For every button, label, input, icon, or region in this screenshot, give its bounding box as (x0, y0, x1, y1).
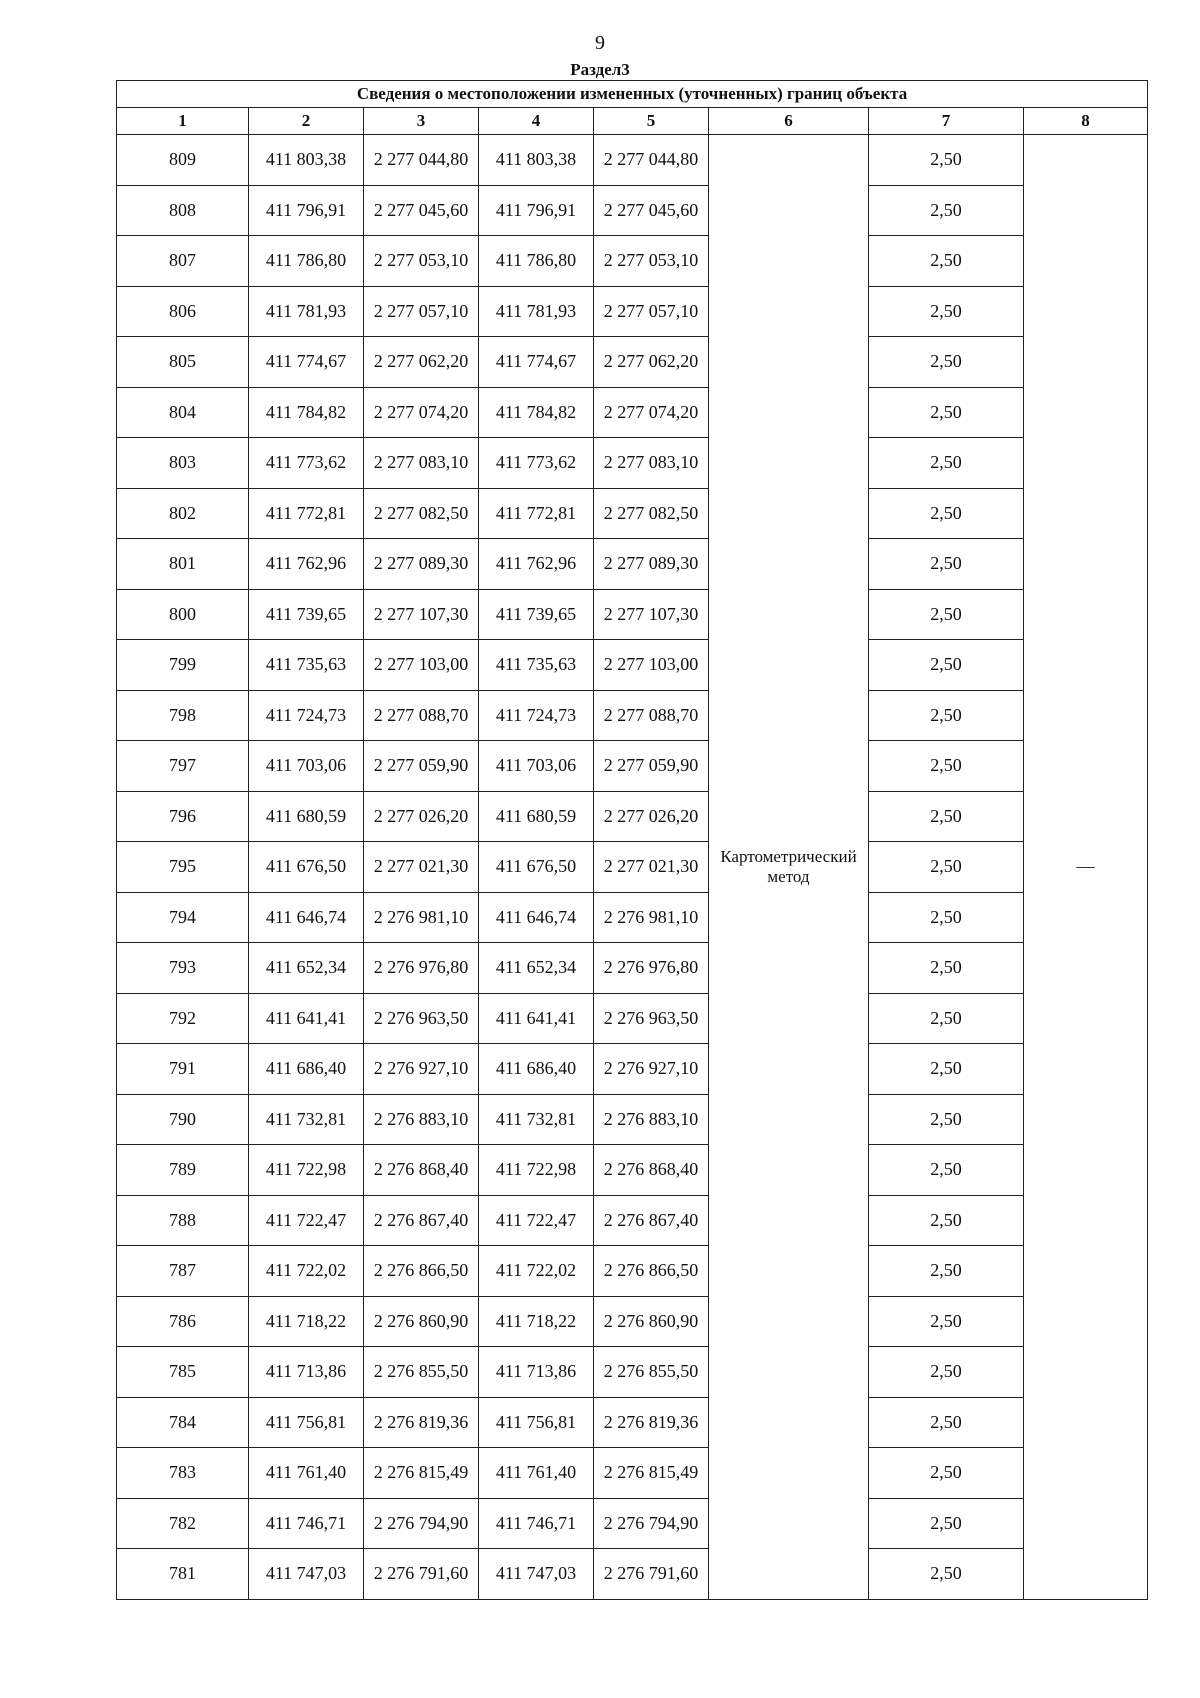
point-number-cell: 791 (117, 1044, 249, 1095)
y-old-cell: 2 276 927,10 (364, 1044, 479, 1095)
y-new-cell: 2 276 866,50 (594, 1246, 709, 1297)
accuracy-cell: 2,50 (869, 1246, 1024, 1297)
x-new-cell: 411 796,91 (479, 185, 594, 236)
accuracy-cell: 2,50 (869, 589, 1024, 640)
y-new-cell: 2 276 883,10 (594, 1094, 709, 1145)
column-number-8: 8 (1024, 108, 1148, 135)
table-row (117, 640, 1148, 691)
point-number-cell: 805 (117, 337, 249, 388)
x-old-cell: 411 703,06 (249, 741, 364, 792)
x-new-cell: 411 773,62 (479, 438, 594, 489)
accuracy-cell: 2,50 (869, 1296, 1024, 1347)
point-number-cell: 792 (117, 993, 249, 1044)
x-old-cell: 411 686,40 (249, 1044, 364, 1095)
x-new-cell: 411 722,02 (479, 1246, 594, 1297)
y-old-cell: 2 276 963,50 (364, 993, 479, 1044)
y-old-cell: 2 277 089,30 (364, 539, 479, 590)
y-old-cell: 2 277 062,20 (364, 337, 479, 388)
y-new-cell: 2 277 089,30 (594, 539, 709, 590)
point-number-cell: 798 (117, 690, 249, 741)
y-old-cell: 2 276 976,80 (364, 943, 479, 994)
x-old-cell: 411 747,03 (249, 1549, 364, 1600)
x-old-cell: 411 786,80 (249, 236, 364, 287)
point-number-cell: 786 (117, 1296, 249, 1347)
y-new-cell: 2 276 860,90 (594, 1296, 709, 1347)
y-new-cell: 2 277 021,30 (594, 842, 709, 893)
y-old-cell: 2 276 819,36 (364, 1397, 479, 1448)
table-row (117, 943, 1148, 994)
y-old-cell: 2 277 026,20 (364, 791, 479, 842)
x-new-cell: 411 756,81 (479, 1397, 594, 1448)
table-row (117, 589, 1148, 640)
x-old-cell: 411 732,81 (249, 1094, 364, 1145)
point-number-cell: 796 (117, 791, 249, 842)
x-old-cell: 411 722,02 (249, 1246, 364, 1297)
table-row (117, 135, 1148, 186)
y-new-cell: 2 276 963,50 (594, 993, 709, 1044)
page-number: 9 (595, 32, 605, 54)
x-new-cell: 411 676,50 (479, 842, 594, 893)
x-new-cell: 411 781,93 (479, 286, 594, 337)
point-number-cell: 809 (117, 135, 249, 186)
table-body (117, 135, 1148, 1600)
x-old-cell: 411 803,38 (249, 135, 364, 186)
table-row (117, 1246, 1148, 1297)
point-number-cell: 801 (117, 539, 249, 590)
accuracy-cell: 2,50 (869, 842, 1024, 893)
point-number-cell: 783 (117, 1448, 249, 1499)
table-row (117, 1195, 1148, 1246)
y-old-cell: 2 277 083,10 (364, 438, 479, 489)
accuracy-cell: 2,50 (869, 640, 1024, 691)
accuracy-cell: 2,50 (869, 943, 1024, 994)
accuracy-cell: 2,50 (869, 135, 1024, 186)
y-new-cell: 2 277 045,60 (594, 185, 709, 236)
x-new-cell: 411 641,41 (479, 993, 594, 1044)
table-row (117, 993, 1148, 1044)
accuracy-cell: 2,50 (869, 690, 1024, 741)
table-row (117, 1145, 1148, 1196)
table-row (117, 1347, 1148, 1398)
y-old-cell: 2 276 981,10 (364, 892, 479, 943)
point-number-cell: 803 (117, 438, 249, 489)
y-new-cell: 2 276 819,36 (594, 1397, 709, 1448)
y-new-cell: 2 277 059,90 (594, 741, 709, 792)
accuracy-cell: 2,50 (869, 236, 1024, 287)
x-old-cell: 411 796,91 (249, 185, 364, 236)
y-old-cell: 2 277 021,30 (364, 842, 479, 893)
y-old-cell: 2 276 860,90 (364, 1296, 479, 1347)
y-old-cell: 2 277 057,10 (364, 286, 479, 337)
table-row (117, 286, 1148, 337)
accuracy-cell: 2,50 (869, 1094, 1024, 1145)
column-number-6: 6 (709, 108, 869, 135)
table-row (117, 1448, 1148, 1499)
x-old-cell: 411 774,67 (249, 337, 364, 388)
x-new-cell: 411 761,40 (479, 1448, 594, 1499)
point-number-cell: 797 (117, 741, 249, 792)
x-new-cell: 411 739,65 (479, 589, 594, 640)
table-row (117, 1044, 1148, 1095)
x-new-cell: 411 713,86 (479, 1347, 594, 1398)
y-new-cell: 2 277 107,30 (594, 589, 709, 640)
y-new-cell: 2 276 791,60 (594, 1549, 709, 1600)
accuracy-cell: 2,50 (869, 286, 1024, 337)
x-new-cell: 411 680,59 (479, 791, 594, 842)
accuracy-cell: 2,50 (869, 892, 1024, 943)
x-new-cell: 411 732,81 (479, 1094, 594, 1145)
x-old-cell: 411 772,81 (249, 488, 364, 539)
y-new-cell: 2 277 044,80 (594, 135, 709, 186)
x-old-cell: 411 718,22 (249, 1296, 364, 1347)
y-old-cell: 2 277 074,20 (364, 387, 479, 438)
point-number-cell: 782 (117, 1498, 249, 1549)
x-new-cell: 411 718,22 (479, 1296, 594, 1347)
point-number-cell: 802 (117, 488, 249, 539)
table-row (117, 539, 1148, 590)
x-new-cell: 411 762,96 (479, 539, 594, 590)
table-row (117, 1498, 1148, 1549)
y-old-cell: 2 277 088,70 (364, 690, 479, 741)
accuracy-cell: 2,50 (869, 1044, 1024, 1095)
table-row (117, 1397, 1148, 1448)
table-row (117, 1296, 1148, 1347)
accuracy-cell: 2,50 (869, 741, 1024, 792)
point-number-cell: 800 (117, 589, 249, 640)
x-new-cell: 411 774,67 (479, 337, 594, 388)
point-number-cell: 789 (117, 1145, 249, 1196)
x-new-cell: 411 722,98 (479, 1145, 594, 1196)
table-row (117, 387, 1148, 438)
x-old-cell: 411 652,34 (249, 943, 364, 994)
y-old-cell: 2 276 868,40 (364, 1145, 479, 1196)
x-old-cell: 411 713,86 (249, 1347, 364, 1398)
x-old-cell: 411 781,93 (249, 286, 364, 337)
y-old-cell: 2 277 107,30 (364, 589, 479, 640)
y-old-cell: 2 277 053,10 (364, 236, 479, 287)
y-old-cell: 2 277 045,60 (364, 185, 479, 236)
y-old-cell: 2 276 794,90 (364, 1498, 479, 1549)
table-row (117, 488, 1148, 539)
y-new-cell: 2 277 062,20 (594, 337, 709, 388)
y-old-cell: 2 276 883,10 (364, 1094, 479, 1145)
point-number-cell: 781 (117, 1549, 249, 1600)
y-new-cell: 2 277 074,20 (594, 387, 709, 438)
accuracy-cell: 2,50 (869, 185, 1024, 236)
accuracy-cell: 2,50 (869, 1195, 1024, 1246)
y-new-cell: 2 276 976,80 (594, 943, 709, 994)
table-row (117, 185, 1148, 236)
table-row (117, 337, 1148, 388)
section-title: Раздел3 (570, 60, 630, 79)
table-row (117, 438, 1148, 489)
x-new-cell: 411 803,38 (479, 135, 594, 186)
point-number-cell: 787 (117, 1246, 249, 1297)
x-new-cell: 411 735,63 (479, 640, 594, 691)
column-number-2: 2 (249, 108, 364, 135)
y-old-cell: 2 276 855,50 (364, 1347, 479, 1398)
y-new-cell: 2 277 057,10 (594, 286, 709, 337)
y-old-cell: 2 276 867,40 (364, 1195, 479, 1246)
accuracy-cell: 2,50 (869, 539, 1024, 590)
y-old-cell: 2 277 059,90 (364, 741, 479, 792)
y-new-cell: 2 276 868,40 (594, 1145, 709, 1196)
x-old-cell: 411 722,98 (249, 1145, 364, 1196)
x-new-cell: 411 703,06 (479, 741, 594, 792)
table-row (117, 690, 1148, 741)
point-number-cell: 804 (117, 387, 249, 438)
accuracy-cell: 2,50 (869, 791, 1024, 842)
x-old-cell: 411 680,59 (249, 791, 364, 842)
point-number-cell: 795 (117, 842, 249, 893)
y-new-cell: 2 277 088,70 (594, 690, 709, 741)
point-number-cell: 785 (117, 1347, 249, 1398)
x-new-cell: 411 652,34 (479, 943, 594, 994)
y-new-cell: 2 277 053,10 (594, 236, 709, 287)
x-new-cell: 411 747,03 (479, 1549, 594, 1600)
table-caption: Сведения о местоположении измененных (уточненных) границ объекта (117, 81, 1148, 108)
column-number-3: 3 (364, 108, 479, 135)
table-row (117, 892, 1148, 943)
x-old-cell: 411 646,74 (249, 892, 364, 943)
point-number-cell: 807 (117, 236, 249, 287)
x-new-cell: 411 746,71 (479, 1498, 594, 1549)
y-old-cell: 2 277 103,00 (364, 640, 479, 691)
y-new-cell: 2 277 103,00 (594, 640, 709, 691)
accuracy-cell: 2,50 (869, 1397, 1024, 1448)
x-old-cell: 411 762,96 (249, 539, 364, 590)
column-number-5: 5 (594, 108, 709, 135)
y-new-cell: 2 276 927,10 (594, 1044, 709, 1095)
x-new-cell: 411 784,82 (479, 387, 594, 438)
y-new-cell: 2 277 083,10 (594, 438, 709, 489)
x-old-cell: 411 676,50 (249, 842, 364, 893)
point-number-cell: 799 (117, 640, 249, 691)
y-old-cell: 2 276 791,60 (364, 1549, 479, 1600)
accuracy-cell: 2,50 (869, 1145, 1024, 1196)
x-old-cell: 411 756,81 (249, 1397, 364, 1448)
table-row (117, 791, 1148, 842)
x-old-cell: 411 735,63 (249, 640, 364, 691)
accuracy-cell: 2,50 (869, 1498, 1024, 1549)
y-old-cell: 2 277 082,50 (364, 488, 479, 539)
x-old-cell: 411 722,47 (249, 1195, 364, 1246)
table-caption-row (117, 81, 1148, 108)
point-number-cell: 790 (117, 1094, 249, 1145)
x-old-cell: 411 784,82 (249, 387, 364, 438)
x-new-cell: 411 724,73 (479, 690, 594, 741)
y-new-cell: 2 276 794,90 (594, 1498, 709, 1549)
y-old-cell: 2 276 866,50 (364, 1246, 479, 1297)
point-number-cell: 808 (117, 185, 249, 236)
y-new-cell: 2 276 815,49 (594, 1448, 709, 1499)
table-row (117, 236, 1148, 287)
point-number-cell: 806 (117, 286, 249, 337)
y-old-cell: 2 277 044,80 (364, 135, 479, 186)
point-number-cell: 788 (117, 1195, 249, 1246)
x-old-cell: 411 724,73 (249, 690, 364, 741)
accuracy-cell: 2,50 (869, 337, 1024, 388)
y-new-cell: 2 276 855,50 (594, 1347, 709, 1398)
accuracy-cell: 2,50 (869, 993, 1024, 1044)
column-number-row (117, 108, 1148, 135)
x-new-cell: 411 786,80 (479, 236, 594, 287)
point-number-cell: 793 (117, 943, 249, 994)
x-new-cell: 411 772,81 (479, 488, 594, 539)
accuracy-cell: 2,50 (869, 438, 1024, 489)
x-old-cell: 411 761,40 (249, 1448, 364, 1499)
column-number-4: 4 (479, 108, 594, 135)
accuracy-cell: 2,50 (869, 1448, 1024, 1499)
x-old-cell: 411 746,71 (249, 1498, 364, 1549)
column-number-7: 7 (869, 108, 1024, 135)
x-new-cell: 411 686,40 (479, 1044, 594, 1095)
coordinates-table (116, 80, 1148, 1600)
accuracy-cell: 2,50 (869, 387, 1024, 438)
y-new-cell: 2 277 026,20 (594, 791, 709, 842)
table-row (117, 842, 1148, 893)
x-old-cell: 411 641,41 (249, 993, 364, 1044)
x-new-cell: 411 646,74 (479, 892, 594, 943)
accuracy-cell: 2,50 (869, 1549, 1024, 1600)
accuracy-cell: 2,50 (869, 1347, 1024, 1398)
table-row (117, 1549, 1148, 1600)
x-old-cell: 411 773,62 (249, 438, 364, 489)
y-new-cell: 2 277 082,50 (594, 488, 709, 539)
point-number-cell: 794 (117, 892, 249, 943)
x-new-cell: 411 722,47 (479, 1195, 594, 1246)
point-number-cell: 784 (117, 1397, 249, 1448)
y-new-cell: 2 276 867,40 (594, 1195, 709, 1246)
table-row (117, 741, 1148, 792)
y-new-cell: 2 276 981,10 (594, 892, 709, 943)
accuracy-cell: 2,50 (869, 488, 1024, 539)
method-cell: Картометрический метод (709, 135, 869, 1600)
y-old-cell: 2 276 815,49 (364, 1448, 479, 1499)
note-cell: — (1024, 135, 1148, 1600)
x-old-cell: 411 739,65 (249, 589, 364, 640)
column-number-1: 1 (117, 108, 249, 135)
table-row (117, 1094, 1148, 1145)
